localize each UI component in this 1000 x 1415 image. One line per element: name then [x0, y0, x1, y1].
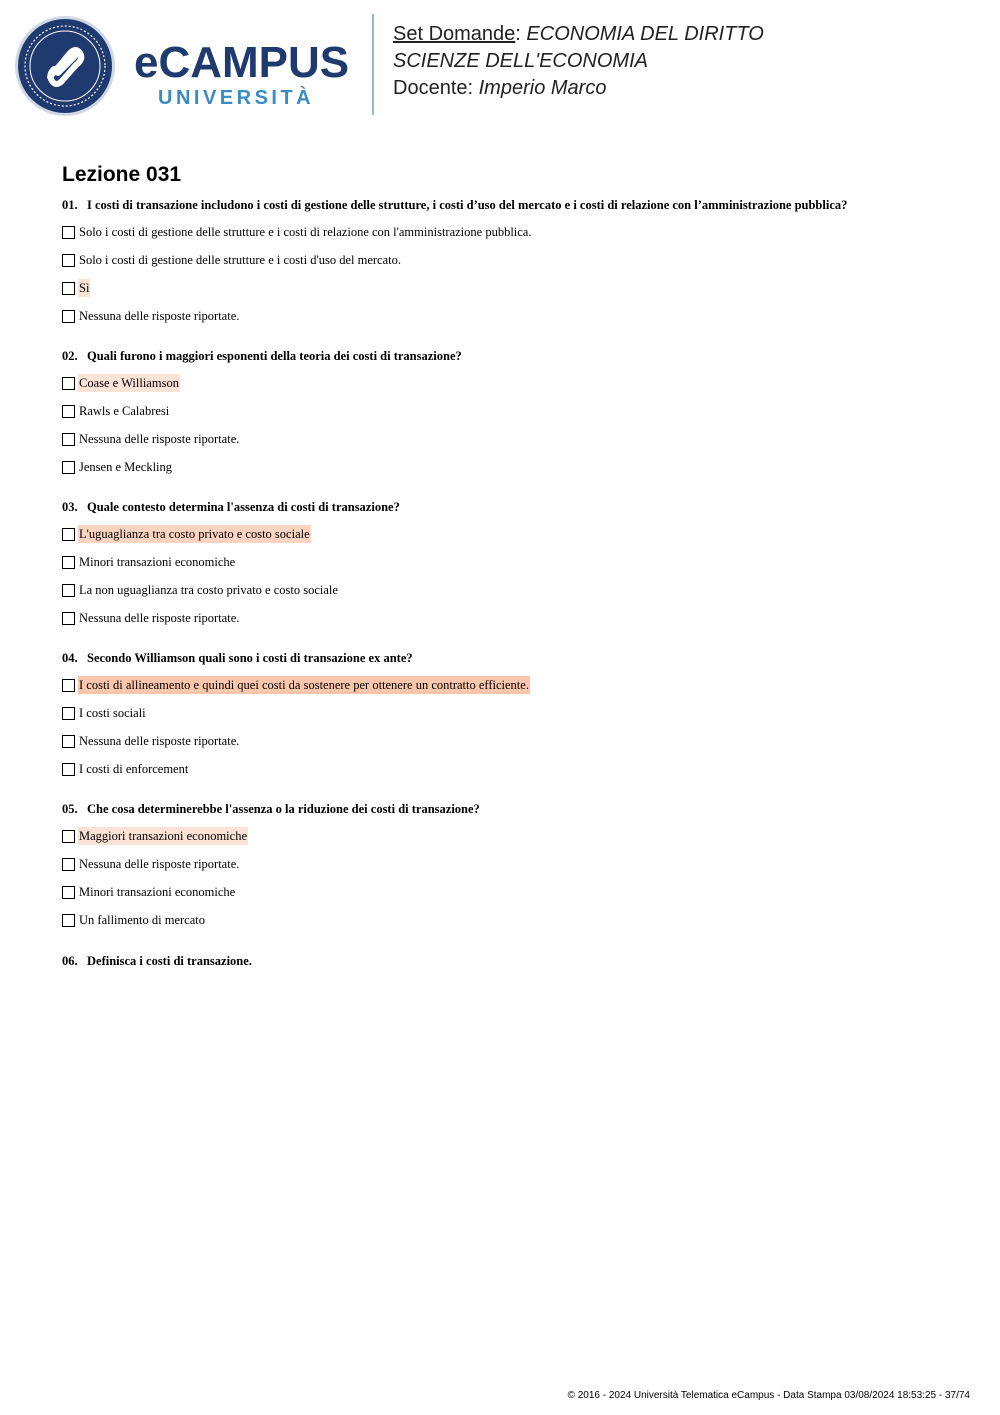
lesson-title: Lezione 031	[62, 163, 182, 186]
option-text-highlighted: Sì	[79, 281, 90, 295]
option-02-c[interactable]	[62, 430, 240, 448]
question-text: I costi di transazione includono i costi di gestione delle strutture, i costi d’uso del mercato e i costi di relazione con l’amministrazione pubblica?	[87, 198, 848, 212]
option-text: I costi sociali	[79, 706, 146, 720]
option-text: Rawls e Calabresi	[79, 404, 170, 418]
option-03-d[interactable]	[62, 609, 240, 627]
checkbox[interactable]	[62, 763, 75, 776]
checkbox[interactable]	[62, 886, 75, 899]
docente-line	[393, 75, 764, 102]
question-number: 06.	[62, 954, 78, 968]
checkbox[interactable]	[62, 254, 75, 267]
option-04-c[interactable]	[62, 732, 240, 750]
ecampus-seal-logo	[14, 15, 116, 117]
option-05-d[interactable]	[62, 911, 206, 929]
option-03-c[interactable]	[62, 581, 339, 599]
logo-subtitle: UNIVERSITÀ	[158, 87, 315, 109]
question-05	[62, 801, 480, 817]
docente-value: Imperio Marco	[478, 77, 607, 99]
question-02	[62, 348, 462, 364]
option-text: Jensen e Meckling	[79, 460, 173, 474]
option-03-b[interactable]	[62, 553, 236, 571]
checkbox[interactable]	[62, 433, 75, 446]
question-number: 03.	[62, 500, 78, 514]
option-02-a[interactable]	[62, 374, 180, 392]
header-divider	[372, 14, 374, 115]
checkbox[interactable]	[62, 830, 75, 843]
checkbox[interactable]	[62, 226, 75, 239]
option-text-highlighted: Coase e Williamson	[79, 376, 179, 390]
set-line: Set Domande: ECONOMIA DEL DIRITTO	[393, 23, 764, 45]
checkbox[interactable]	[62, 679, 75, 692]
question-04	[62, 650, 413, 666]
option-text: Nessuna delle risposte riportate.	[79, 857, 240, 871]
option-text: I costi di enforcement	[79, 762, 189, 776]
question-text: Quale contesto determina l'assenza di costi di transazione?	[87, 500, 400, 514]
checkbox[interactable]	[62, 858, 75, 871]
option-text: Nessuna delle risposte riportate.	[79, 432, 240, 446]
option-text-highlighted: L'uguaglianza tra costo privato e costo sociale	[79, 527, 310, 541]
option-text: Un fallimento di mercato	[79, 913, 206, 927]
checkbox[interactable]	[62, 528, 75, 541]
page-footer: © 2016 - 2024 Università Telematica eCampus - Data Stampa 03/08/2024 18:53:25 - 37/74	[567, 1390, 970, 1401]
option-02-b[interactable]	[62, 402, 170, 420]
docente-label: Docente:	[393, 77, 474, 99]
question-text: Quali furono i maggiori esponenti della teoria dei costi di transazione?	[87, 349, 462, 363]
checkbox[interactable]	[62, 707, 75, 720]
question-text: Secondo Williamson quali sono i costi di transazione ex ante?	[87, 651, 413, 665]
question-number: 01.	[62, 198, 78, 212]
question-01	[62, 197, 847, 213]
option-02-d[interactable]	[62, 458, 173, 476]
option-text: Minori transazioni economiche	[79, 555, 236, 569]
question-text: Definisca i costi di transazione.	[87, 954, 252, 968]
option-04-b[interactable]	[62, 704, 147, 722]
checkbox[interactable]	[62, 612, 75, 625]
question-number: 02.	[62, 349, 78, 363]
option-01-d[interactable]	[62, 307, 240, 325]
question-number: 04.	[62, 651, 78, 665]
set-value: ECONOMIA DEL DIRITTO	[526, 23, 764, 45]
option-01-b[interactable]	[62, 251, 402, 269]
checkbox[interactable]	[62, 377, 75, 390]
option-text: Solo i costi di gestione delle strutture e i costi d'uso del mercato.	[79, 253, 401, 267]
option-01-c[interactable]	[62, 279, 90, 297]
option-text: Minori transazioni economiche	[79, 885, 236, 899]
logo-name: eCAMPUS	[134, 38, 350, 87]
option-text: Nessuna delle risposte riportate.	[79, 734, 240, 748]
option-01-a[interactable]	[62, 223, 532, 241]
question-03	[62, 499, 400, 515]
option-text: Nessuna delle risposte riportate.	[79, 309, 240, 323]
option-05-b[interactable]	[62, 855, 240, 873]
header-info	[393, 21, 764, 102]
checkbox[interactable]	[62, 584, 75, 597]
option-05-a[interactable]	[62, 827, 248, 845]
subject-line: SCIENZE DELL'ECONOMIA	[393, 50, 648, 72]
question-number: 05.	[62, 802, 78, 816]
option-text: Solo i costi di gestione delle strutture e i costi di relazione con l'amministrazione pubblica.	[79, 225, 532, 239]
checkbox[interactable]	[62, 556, 75, 569]
option-05-c[interactable]	[62, 883, 236, 901]
checkbox[interactable]	[62, 405, 75, 418]
option-text: Nessuna delle risposte riportate.	[79, 611, 240, 625]
option-04-d[interactable]	[62, 760, 189, 778]
option-04-a[interactable]	[62, 676, 530, 694]
checkbox[interactable]	[62, 310, 75, 323]
question-06	[62, 953, 252, 969]
checkbox[interactable]	[62, 914, 75, 927]
option-text-highlighted: I costi di allineamento e quindi quei costi da sostenere per ottenere un contratto efficiente.	[79, 678, 529, 692]
checkbox[interactable]	[62, 735, 75, 748]
question-text: Che cosa determinerebbe l'assenza o la riduzione dei costi di transazione?	[87, 802, 480, 816]
checkbox[interactable]	[62, 282, 75, 295]
option-text-highlighted: Maggiori transazioni economiche	[79, 829, 247, 843]
set-label: Set Domande	[393, 23, 516, 45]
page-header	[0, 0, 1000, 130]
checkbox[interactable]	[62, 461, 75, 474]
option-text: La non uguaglianza tra costo privato e costo sociale	[79, 583, 338, 597]
ecampus-wordmark	[134, 40, 356, 112]
option-03-a[interactable]	[62, 525, 311, 543]
